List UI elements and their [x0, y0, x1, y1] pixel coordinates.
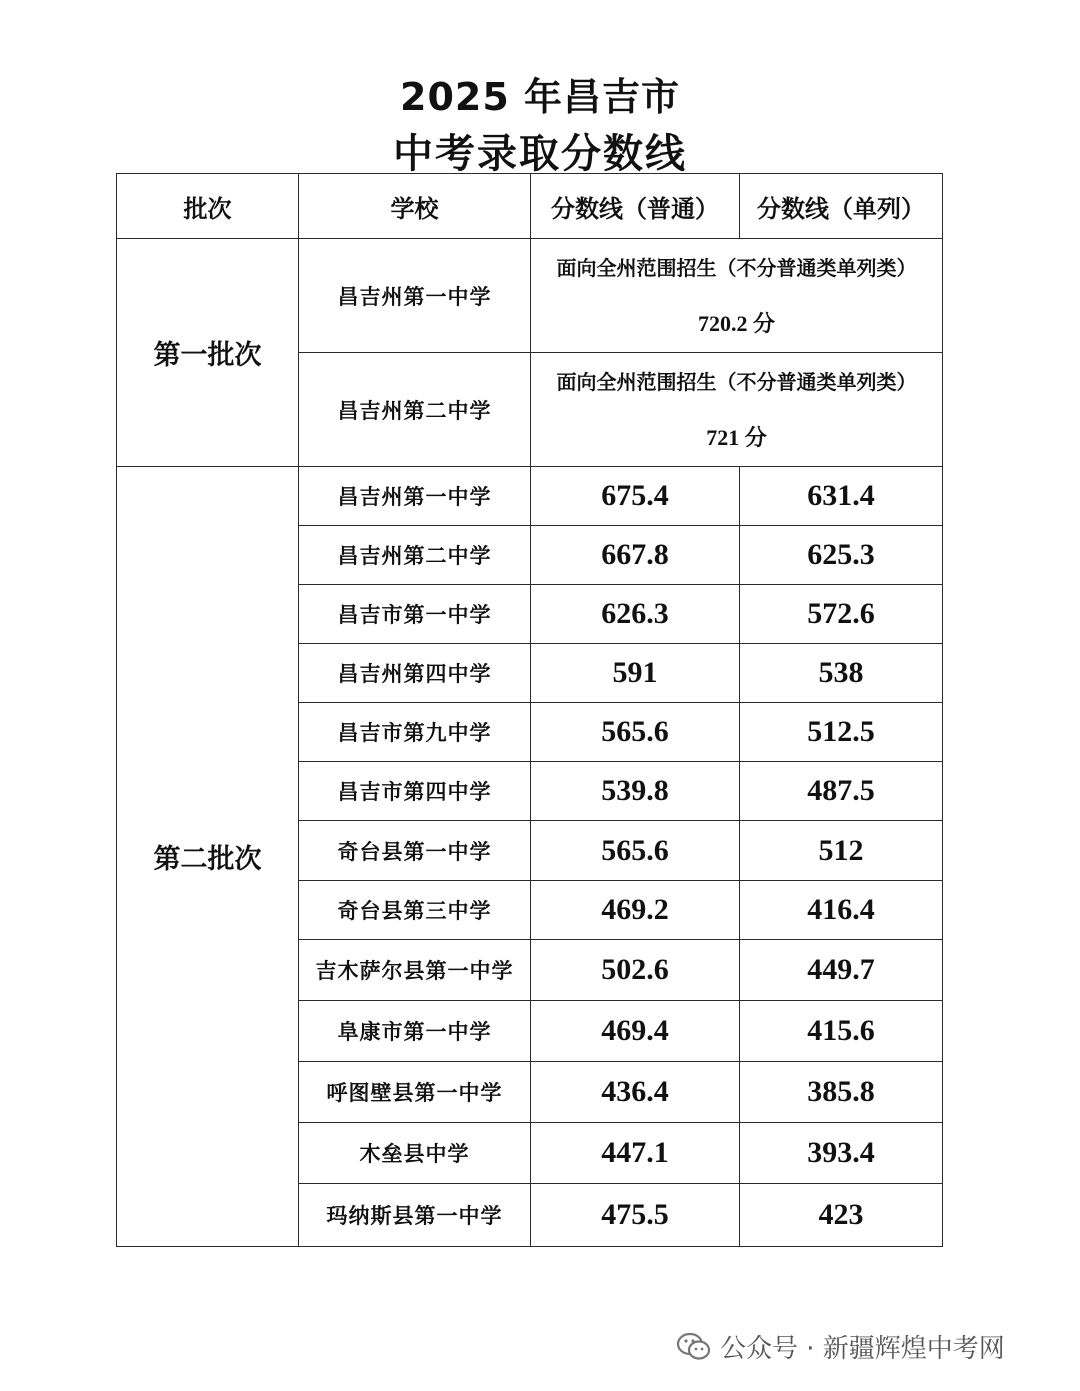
score-separate: 449.7	[740, 940, 943, 1001]
header-batch: 批次	[117, 174, 299, 239]
score-separate: 538	[740, 644, 943, 703]
score-regular: 475.5	[531, 1184, 740, 1247]
school-name: 木垒县中学	[299, 1123, 531, 1184]
batch-2-label: 第二批次	[117, 467, 299, 1247]
batch-1-label: 第一批次	[117, 239, 299, 467]
school-name: 吉木萨尔县第一中学	[299, 940, 531, 1001]
score-separate: 631.4	[740, 467, 943, 526]
school-name: 昌吉市第四中学	[299, 762, 531, 821]
score-regular: 675.4	[531, 467, 740, 526]
school-name: 奇台县第一中学	[299, 821, 531, 881]
header-score-regular: 分数线（普通）	[531, 174, 740, 239]
cutoff-score: 721 分	[706, 424, 767, 450]
score-regular: 469.4	[531, 1001, 740, 1062]
score-regular: 591	[531, 644, 740, 703]
school-name: 玛纳斯县第一中学	[299, 1184, 531, 1247]
score-separate: 625.3	[740, 526, 943, 585]
batch-1-note-cell	[531, 239, 943, 353]
school-name: 昌吉市第九中学	[299, 703, 531, 762]
score-regular: 436.4	[531, 1062, 740, 1123]
school-name: 阜康市第一中学	[299, 1001, 531, 1062]
score-regular: 667.8	[531, 526, 740, 585]
score-separate: 572.6	[740, 585, 943, 644]
title-line-1: 2025 年昌吉市	[400, 75, 680, 119]
score-separate: 385.8	[740, 1062, 943, 1123]
school-name: 呼图壁县第一中学	[299, 1062, 531, 1123]
cutoff-score: 720.2 分	[697, 310, 775, 336]
table-header-row	[117, 174, 943, 239]
score-regular: 565.6	[531, 821, 740, 881]
header-school: 学校	[299, 174, 531, 239]
school-name: 昌吉州第二中学	[299, 526, 531, 585]
footer-watermark	[676, 1328, 1005, 1365]
score-regular: 469.2	[531, 881, 740, 940]
footer-text: 公众号 · 新疆辉煌中考网	[720, 1334, 1005, 1364]
score-table	[116, 173, 943, 1247]
score-separate: 487.5	[740, 762, 943, 821]
score-regular: 565.6	[531, 703, 740, 762]
score-separate: 512.5	[740, 703, 943, 762]
score-separate: 416.4	[740, 881, 943, 940]
score-separate: 393.4	[740, 1123, 943, 1184]
table-row	[117, 239, 943, 353]
score-separate: 512	[740, 821, 943, 881]
score-regular: 626.3	[531, 585, 740, 644]
title-line-2: 中考录取分数线	[393, 131, 687, 177]
school-name: 昌吉州第二中学	[299, 353, 531, 467]
score-regular: 539.8	[531, 762, 740, 821]
enrollment-note: 面向全州范围招生（不分普通类单列类）	[556, 255, 917, 280]
school-name: 奇台县第三中学	[299, 881, 531, 940]
score-separate: 415.6	[740, 1001, 943, 1062]
table-row	[117, 467, 943, 526]
school-name: 昌吉州第一中学	[299, 239, 531, 353]
score-regular: 502.6	[531, 940, 740, 1001]
batch-1-note-cell	[531, 353, 943, 467]
enrollment-note: 面向全州范围招生（不分普通类单列类）	[556, 369, 917, 394]
header-score-separate: 分数线（单列）	[740, 174, 943, 239]
school-name: 昌吉州第四中学	[299, 644, 531, 703]
wechat-icon	[676, 1331, 712, 1363]
score-regular: 447.1	[531, 1123, 740, 1184]
score-separate: 423	[740, 1184, 943, 1247]
school-name: 昌吉州第一中学	[299, 467, 531, 526]
school-name: 昌吉市第一中学	[299, 585, 531, 644]
